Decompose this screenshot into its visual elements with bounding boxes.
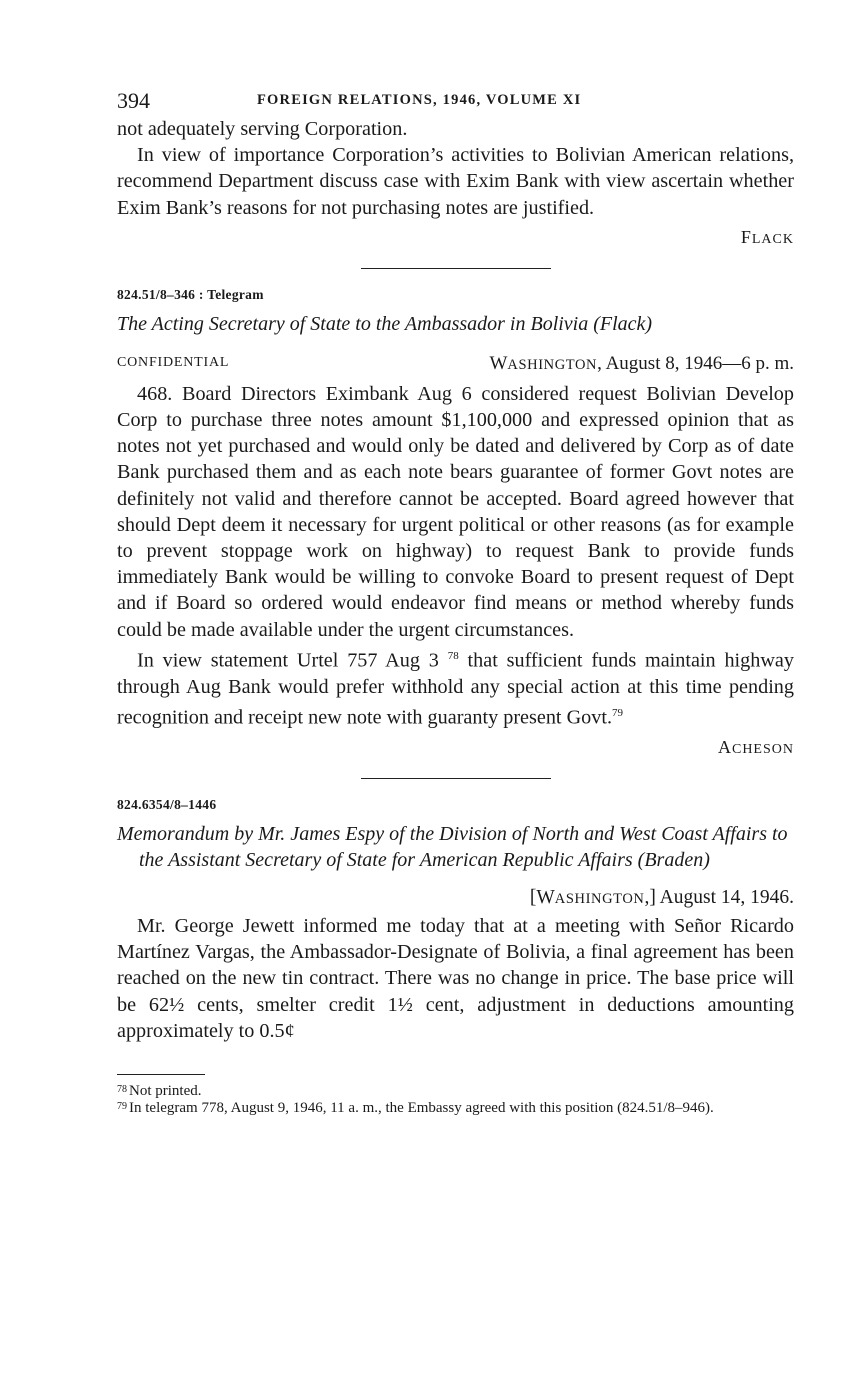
classification-label: CONFIDENTIAL (117, 354, 230, 370)
document-page (117, 88, 794, 1117)
footnote-ref-79: 79 (612, 706, 623, 719)
document-heading: The Acting Secretary of State to the Ambassador in Bolivia (Flack) (117, 312, 653, 335)
footnote-ref-78: 78 (447, 649, 459, 662)
footnote: $^{78}$ Not printed. (117, 1082, 202, 1099)
place-date: WASHINGTON, August 8, 1946—6 p. m. (489, 352, 794, 374)
page-number: 394 (117, 88, 150, 113)
dateline (117, 353, 794, 379)
running-head (117, 88, 794, 116)
document-heading: Memorandum by Mr. James Espy of the Division of North and West Coast Affairs to the Assistant Secretary of State for American Republic Affairs (Braden) (117, 822, 788, 871)
memorandum-paragraph: Mr. George Jewett informed me today that at a meeting with Señor Ricardo Martínez Vargas, the Ambassador-Designate of Bolivia, a final agreement has been reached on the new tin contract. There was no change in price. The base price will be 62½ cents, smelter credit 1½ cent, adjustment in deductions amounting approximately to 0.5¢ (117, 914, 794, 1042)
footnote: $^{79}$ In telegram 778, August 9, 1946, 11 a. m., the Embassy agreed with this position (824.51/8–946). (117, 1099, 714, 1116)
telegram-paragraph-1: 468. Board Directors Eximbank Aug 6 considered request Bolivian Develop Corp to purchase three notes amount $1,100,000 and expressed opinion that as notes not yet purchased and would only be dated and delivered by Corp as of date Bank purchased them and as each note bears guarantee of former Govt notes are definitely not valid and therefore cannot be accepted. Board agreed however that should Dept deem it necessary for urgent political or other reasons (as for example to prevent stoppage work on highway) to request Bank to provide funds immediately Bank would be willing to convoke Board to present request of Dept and if Board so ordered would endeavor find means or method whereby funds could be made available under the urgent circumstances. (117, 382, 794, 641)
section-divider (361, 268, 551, 269)
telegram-paragraph-2: In view statement Urtel 757 Aug 3 $^{78}$ that sufficient funds maintain highway through Aug Bank would prefer withhold any special action at this time pending recognition and receipt new note with guaranty present Govt.$^{79}$ (117, 649, 794, 729)
file-number: 824.6354/8–1446 (117, 796, 217, 812)
running-title: FOREIGN RELATIONS, 1946, VOLUME XI (257, 92, 582, 108)
footnote-divider (117, 1074, 205, 1075)
section-divider (361, 778, 551, 779)
signature-flack: FLACK (740, 226, 794, 247)
file-number: 824.51/8–346 : Telegram (117, 286, 264, 302)
paragraph-recommendation: In view of importance Corporation’s activities to Bolivian American relations, recommend Department discuss case with Exim Bank with view ascertain whether Exim Bank’s reasons for not purchasing notes are justified. (117, 144, 794, 219)
dateline: [WASHINGTON,] August 14, 1946. (529, 886, 794, 908)
signature-acheson: ACHESON (717, 736, 794, 757)
continued-paragraph: not adequately serving Corporation. (117, 118, 408, 140)
